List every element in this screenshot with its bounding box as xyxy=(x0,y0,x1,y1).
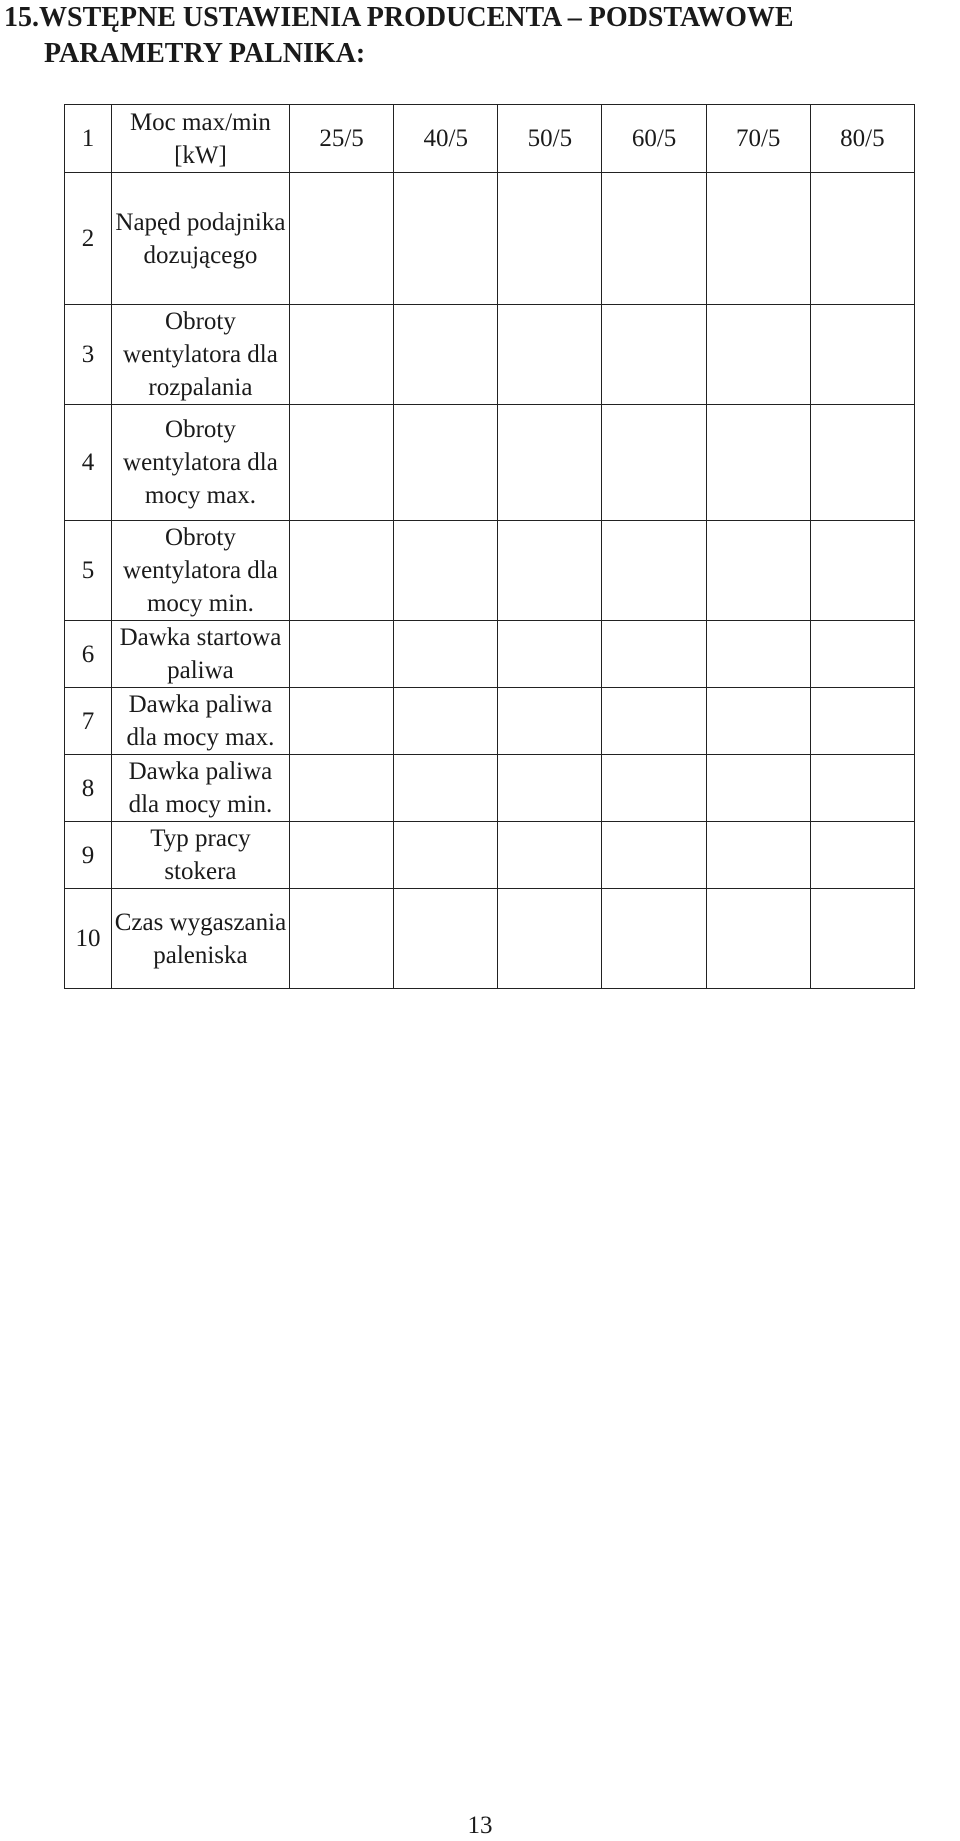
value-cell xyxy=(498,173,602,305)
value-cell xyxy=(498,521,602,621)
table-row xyxy=(65,755,915,822)
table-row xyxy=(65,822,915,889)
value-cell xyxy=(810,521,914,621)
table-row xyxy=(65,889,915,989)
value-cell xyxy=(394,889,498,989)
row-number: 2 xyxy=(65,173,112,305)
power-value-cell: 70/5 xyxy=(706,105,810,173)
value-cell xyxy=(602,755,706,822)
value-cell xyxy=(290,889,394,989)
row-number: 3 xyxy=(65,305,112,405)
parameter-label: Napęd podajnika dozującego xyxy=(111,173,289,305)
value-cell xyxy=(810,173,914,305)
value-cell xyxy=(498,305,602,405)
value-cell xyxy=(706,755,810,822)
row-number: 7 xyxy=(65,688,112,755)
value-cell xyxy=(810,688,914,755)
value-cell xyxy=(602,405,706,521)
value-cell xyxy=(394,521,498,621)
value-cell xyxy=(706,822,810,889)
parameter-label: Czas wygaszania paleniska xyxy=(111,889,289,989)
section-heading-line-2: PARAMETRY PALNIKA: xyxy=(44,38,366,69)
value-cell xyxy=(602,305,706,405)
value-cell xyxy=(706,173,810,305)
power-value-cell: 80/5 xyxy=(810,105,914,173)
parameter-label: Moc max/min [kW] xyxy=(111,105,289,173)
section-heading xyxy=(4,0,954,72)
value-cell xyxy=(498,688,602,755)
value-cell xyxy=(498,822,602,889)
row-number: 6 xyxy=(65,621,112,688)
value-cell xyxy=(810,621,914,688)
parameter-label: Obroty wentylatora dla rozpalania xyxy=(111,305,289,405)
table-row xyxy=(65,405,915,521)
value-cell xyxy=(290,521,394,621)
value-cell xyxy=(394,405,498,521)
value-cell xyxy=(290,755,394,822)
parameter-label: Typ pracy stokera xyxy=(111,822,289,889)
table-row xyxy=(65,521,915,621)
value-cell xyxy=(810,755,914,822)
value-cell xyxy=(706,305,810,405)
value-cell xyxy=(290,822,394,889)
value-cell xyxy=(706,521,810,621)
row-number: 8 xyxy=(65,755,112,822)
value-cell xyxy=(498,621,602,688)
value-cell xyxy=(498,889,602,989)
value-cell xyxy=(290,405,394,521)
power-value-cell: 50/5 xyxy=(498,105,602,173)
value-cell xyxy=(290,688,394,755)
power-value-cell: 40/5 xyxy=(394,105,498,173)
parameter-label: Dawka paliwa dla mocy max. xyxy=(111,688,289,755)
parameter-label: Obroty wentylatora dla mocy min. xyxy=(111,521,289,621)
table-row xyxy=(65,305,915,405)
value-cell xyxy=(810,405,914,521)
table-row xyxy=(65,621,915,688)
section-heading-line-1: 15.WSTĘPNE USTAWIENIA PRODUCENTA – PODSTAWOWE xyxy=(4,2,794,33)
value-cell xyxy=(290,173,394,305)
value-cell xyxy=(394,305,498,405)
value-cell xyxy=(290,621,394,688)
row-number: 9 xyxy=(65,822,112,889)
value-cell xyxy=(394,688,498,755)
value-cell xyxy=(602,173,706,305)
value-cell xyxy=(810,889,914,989)
value-cell xyxy=(706,688,810,755)
value-cell xyxy=(394,621,498,688)
value-cell xyxy=(706,889,810,989)
power-value-cell: 25/5 xyxy=(290,105,394,173)
value-cell xyxy=(602,688,706,755)
value-cell xyxy=(706,405,810,521)
value-cell xyxy=(810,822,914,889)
value-cell xyxy=(602,621,706,688)
row-number: 1 xyxy=(65,105,112,173)
table-row xyxy=(65,105,915,173)
table-row xyxy=(65,688,915,755)
row-number: 5 xyxy=(65,521,112,621)
parameter-label: Dawka paliwa dla mocy min. xyxy=(111,755,289,822)
value-cell xyxy=(290,305,394,405)
value-cell xyxy=(810,305,914,405)
value-cell xyxy=(602,521,706,621)
burner-parameters-table xyxy=(64,104,915,989)
row-number: 4 xyxy=(65,405,112,521)
value-cell xyxy=(394,755,498,822)
value-cell xyxy=(498,755,602,822)
parameter-label: Dawka startowa paliwa xyxy=(111,621,289,688)
value-cell xyxy=(394,173,498,305)
power-value-cell: 60/5 xyxy=(602,105,706,173)
table-row xyxy=(65,173,915,305)
row-number: 10 xyxy=(65,889,112,989)
parameter-label: Obroty wentylatora dla mocy max. xyxy=(111,405,289,521)
value-cell xyxy=(394,822,498,889)
value-cell xyxy=(602,822,706,889)
value-cell xyxy=(706,621,810,688)
value-cell xyxy=(602,889,706,989)
value-cell xyxy=(498,405,602,521)
page-number: 13 xyxy=(467,1812,493,1839)
